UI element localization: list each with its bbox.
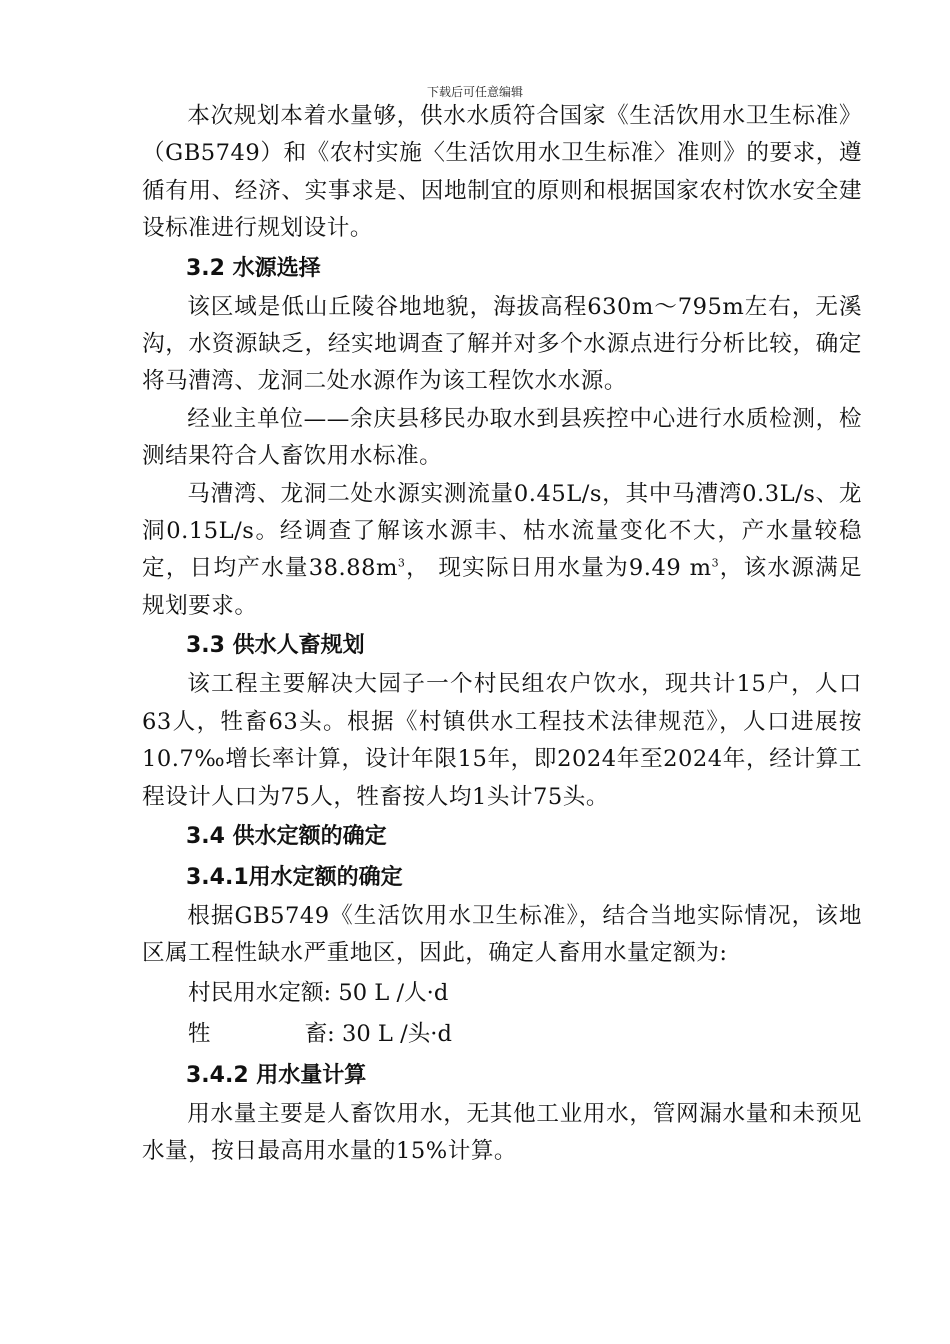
cubic-superscript-2: 3	[711, 556, 720, 570]
quota-livestock-label-b: 畜: 30 L /头·d	[304, 1020, 452, 1047]
paragraph-quota-basis: 根据GB5749《生活饮用水卫生标准》，结合当地实际情况，该地区属工程性缺水严重地区，因此，确定人畜用水量定额为:	[142, 902, 862, 967]
paragraph-water-quality-test: 经业主单位——余庆县移民办取水到县疾控中心进行水质检测，检测结果符合人畜饮用水标准。	[142, 405, 862, 470]
quota-villager: 村民用水定额: 50 L /人·d	[188, 979, 449, 1006]
heading-3-4: 3.4 供水定额的确定	[186, 823, 387, 849]
paragraph-population-planning: 该工程主要解决大园子一个村民组农户饮水，现共计15户，人口63人，牲畜63头。根据《村镇供水工程技术法律规范》，人口进展按10.7‰增长率计算，设计年限15年，即2024年至2024年，经计算工程设计人口为75人，牲畜按人均1头计75头。	[142, 671, 862, 810]
flow-text-c: ，该水源满足规划要求。	[142, 555, 862, 619]
heading-3-4-2: 3.4.2 用水量计算	[186, 1062, 367, 1088]
document-body	[142, 98, 862, 1171]
flow-text-a: 马漕湾、龙洞二处水源实测流量0.45L/s，其中马漕湾0.3L/s、龙洞0.15L/s。经调查了解该水源丰、枯水流量变化不大，产水量较稳定，日均产水量38.88m	[142, 480, 862, 582]
quota-livestock	[142, 1014, 862, 1055]
header-watermark: 下载后可任意编辑	[426, 85, 523, 99]
paragraph-planning-principle: 本次规划本着水量够，供水水质符合国家《生活饮用水卫生标准》（GB5749）和《农村实施〈生活饮用水卫生标准〉准则》的要求，遵循有用、经济、实事求是、因地制宜的原则和根据国家农村饮水安全建设标准进行规划设计。	[142, 103, 862, 242]
heading-3-4-1: 3.4.1用水定额的确定	[186, 864, 403, 890]
flow-text-b: ， 现实际日用水量为9.49 m	[405, 555, 712, 582]
heading-3-2: 3.2 水源选择	[186, 255, 321, 281]
cubic-superscript-1: 3	[397, 556, 406, 570]
paragraph-water-consumption: 用水量主要是人畜饮用水，无其他工业用水，管网漏水量和未预见水量，按日最高用水量的15%计算。	[142, 1100, 862, 1165]
paragraph-flow-measurement	[142, 476, 862, 626]
heading-3-3: 3.3 供水人畜规划	[186, 633, 365, 659]
paragraph-water-source-area: 该区域是低山丘陵谷地地貌，海拔高程630m～795m左右，无溪沟，水资源缺乏，经实地调查了解并对多个水源点进行分析比较，确定将马漕湾、龙洞二处水源作为该工程饮水水源。	[142, 293, 862, 395]
quota-livestock-label-a: 牲	[188, 1020, 211, 1047]
